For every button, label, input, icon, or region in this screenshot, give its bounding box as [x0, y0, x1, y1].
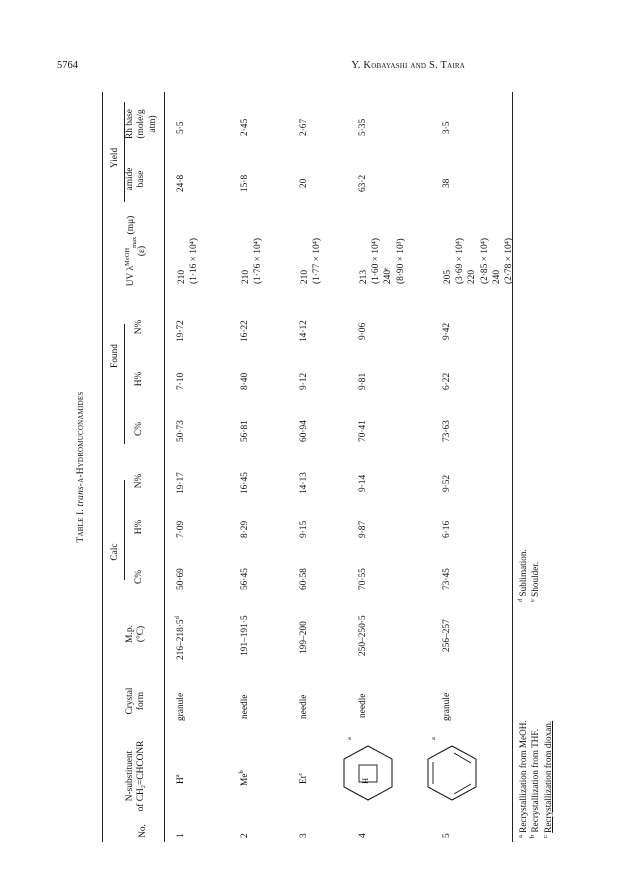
row-rh: 5·5	[176, 121, 186, 134]
row-rh: 5·35	[358, 118, 368, 136]
row-yield-amide: 20	[299, 178, 309, 188]
row-mp: 256–257	[442, 619, 452, 652]
row-substituent: Me$^b$	[237, 770, 250, 786]
page-header	[57, 60, 567, 71]
cyclohexane-ring	[340, 742, 396, 804]
footnotes-right: $^d$ Sublimation. $^e$ Shoulder.	[516, 549, 541, 602]
row-calc-h: 9·15	[299, 520, 309, 538]
found-group-header: Found	[110, 344, 120, 368]
row-substituent: Et$^c$	[296, 772, 309, 784]
header-found-n: N%	[134, 319, 144, 335]
row-found-n: 9·42	[442, 322, 452, 340]
row-calc-n: 19·17	[176, 472, 186, 494]
header-crystal: Crystal form	[125, 687, 147, 715]
row-substituent: $H^a$	[173, 774, 186, 784]
row-found-c: 70·41	[358, 420, 368, 442]
row-no: 5	[442, 833, 452, 838]
row-no: 2	[240, 833, 250, 838]
row-crystal: needle	[240, 694, 250, 719]
row-found-h: 6·22	[442, 372, 452, 390]
row-found-n: 9·06	[358, 322, 368, 340]
row-crystal: granule	[176, 692, 186, 721]
page-number: 5764	[57, 60, 78, 71]
row-rh: 3·5	[442, 121, 452, 134]
row-uv: 213 (1·60 × 10⁴) 240ᵉ (8·90 × 10³)	[359, 237, 406, 284]
row-found-h: 7·10	[176, 372, 186, 390]
row-found-n: 19·72	[176, 320, 186, 342]
row-found-c: 73·63	[442, 420, 452, 442]
header-substituent: N-substituent of CH₂=CHCONR	[125, 740, 147, 812]
top-rule	[102, 92, 103, 842]
row-calc-c: 60·58	[299, 568, 309, 590]
row-yield-amide: 15·8	[240, 174, 250, 192]
found-group-rule	[124, 324, 125, 444]
footnotes-left: $^a$ Recrystallization from MeOH. $^b$ Recrystallization from THF. $^c$ Recrystallization from dioxan.	[516, 720, 553, 838]
row-uv: 210 (1·77 × 10⁴)	[300, 237, 323, 284]
row-calc-n: 14·13	[299, 472, 309, 494]
row-mp: 199–200	[299, 621, 309, 654]
header-calc-c: C%	[134, 569, 144, 585]
header-uv: UV $\lambda^{MeOH}_{max}$ (mμ) (ε)	[123, 215, 148, 287]
row-found-h: 8·40	[240, 372, 250, 390]
row-uv: 210 (1·16 × 10⁴)	[177, 237, 200, 284]
header-mp: M.p. (°C)	[125, 625, 147, 643]
rotated-table	[62, 92, 562, 842]
row-no: 1	[176, 833, 186, 838]
row-rh: 2·67	[299, 118, 309, 136]
row-found-c: 60·94	[299, 420, 309, 442]
row-substituent-mark: a	[429, 737, 437, 740]
table-caption: Table I. trans-α-Hydromuconamides	[76, 391, 86, 543]
row-calc-n: 9·52	[442, 474, 452, 492]
header-calc-n: N%	[134, 473, 144, 489]
row-calc-n: 9·14	[358, 474, 368, 492]
row-calc-h: 9·87	[358, 520, 368, 538]
row-calc-h: 6·16	[442, 520, 452, 538]
row-calc-c: 50·69	[176, 568, 186, 590]
benzene-ring	[424, 742, 480, 804]
row-substituent: H	[360, 777, 370, 784]
row-found-c: 56·81	[240, 420, 250, 442]
row-found-h: 9·12	[299, 372, 309, 390]
calc-group-rule	[124, 480, 125, 580]
row-mp: 191–191·5	[240, 615, 250, 656]
row-substituent-mark: a	[345, 737, 353, 740]
row-yield-amide: 63·2	[358, 174, 368, 192]
row-found-n: 16·22	[240, 320, 250, 342]
header-no: No.	[138, 824, 148, 838]
row-no: 4	[358, 833, 368, 838]
yield-group-header: Yield	[110, 147, 120, 169]
header-rule	[164, 92, 165, 842]
row-found-h: 9·81	[358, 372, 368, 390]
header-found-h: H%	[134, 371, 144, 387]
row-found-n: 14·12	[299, 320, 309, 342]
row-calc-n: 16·45	[240, 472, 250, 494]
header-amide: amide base	[125, 167, 147, 191]
row-crystal: needle	[358, 693, 368, 718]
row-uv: 205 (3·69 × 10⁴) 220 (2·85 × 10⁴) 240 (2·78 × 10⁴)	[443, 237, 515, 284]
header-calc-h: H%	[134, 519, 144, 535]
row-calc-h: 8·29	[240, 520, 250, 538]
calc-group-header: Calc	[110, 543, 120, 561]
row-found-c: 50·73	[176, 420, 186, 442]
row-calc-c: 70·55	[358, 568, 368, 590]
row-uv: 210 (1·76 × 10⁴)	[241, 237, 264, 284]
row-mp: $216-218\cdot 5^d$	[173, 616, 186, 660]
row-no: 3	[299, 833, 309, 838]
header-rh: Rh base (mole/g atm)	[125, 109, 158, 139]
row-calc-h: 7·09	[176, 520, 186, 538]
running-head: Y. Kobayashi and S. Taira	[351, 60, 465, 71]
row-crystal: granule	[442, 692, 452, 721]
row-rh: 2·45	[240, 118, 250, 136]
row-yield-amide: 24·8	[176, 174, 186, 192]
header-found-c: C%	[134, 421, 144, 437]
row-crystal: needle	[299, 694, 309, 719]
row-calc-c: 56·45	[240, 568, 250, 590]
row-mp: 250–250·5	[358, 615, 368, 656]
bottom-rule	[512, 92, 513, 842]
row-yield-amide: 38	[442, 178, 452, 188]
row-calc-c: 73·45	[442, 568, 452, 590]
